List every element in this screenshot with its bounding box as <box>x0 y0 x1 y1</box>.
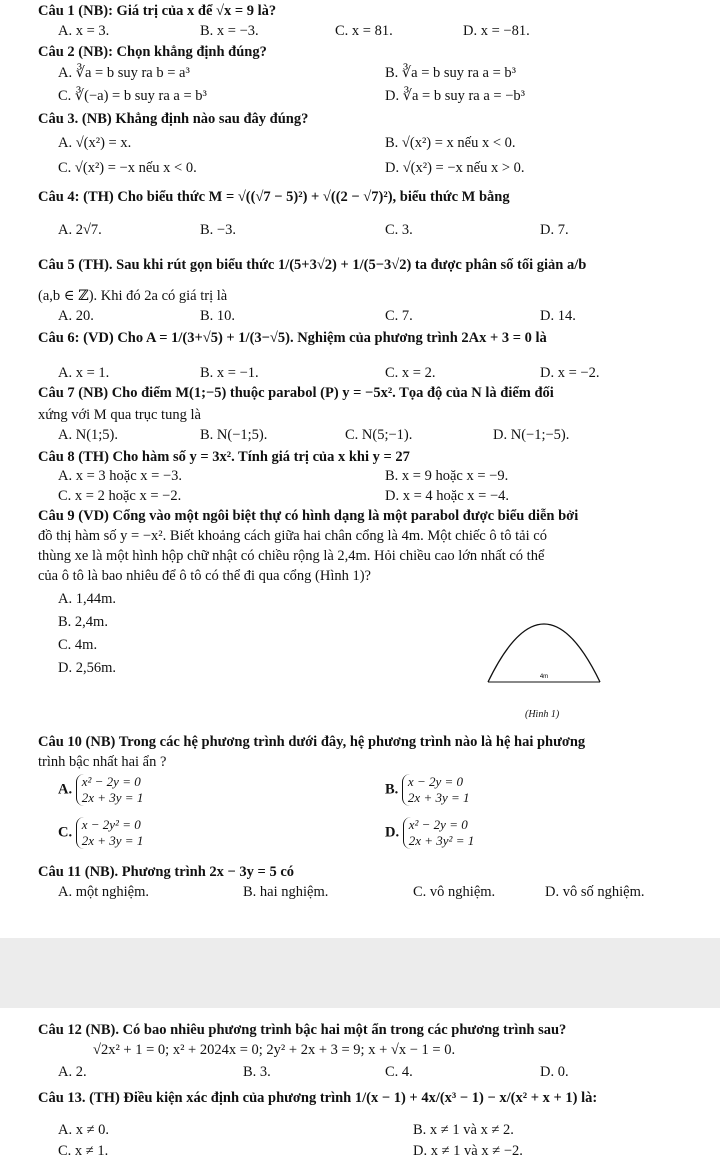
q10-a-eq2: 2x + 3y = 1 <box>81 790 144 805</box>
q6-stem: Câu 6: (VD) Cho A = 1/(3+√5) + 1/(3−√5). Nghiệm của phương trình 2Ax + 3 = 0 là <box>38 330 547 346</box>
q10-d-eq2: 2x + 3y² = 1 <box>408 833 475 848</box>
q11-option-a[interactable]: A. một nghiệm. <box>58 884 150 900</box>
q8-option-c[interactable]: C. x = 2 hoặc x = −2. <box>58 488 182 504</box>
q13-option-c[interactable]: C. x ≠ 1. <box>58 1143 109 1159</box>
q11-option-d[interactable]: D. vô số nghiệm. <box>545 884 645 900</box>
q1-option-d[interactable]: D. x = −81. <box>463 23 530 39</box>
q10-stem-line1: Câu 10 (NB) Trong các hệ phương trình dưới đây, hệ phương trình nào là hệ hai phương <box>38 734 586 750</box>
q8-option-b[interactable]: B. x = 9 hoặc x = −9. <box>385 468 509 484</box>
q10-b-eq1: x − 2y = 0 <box>407 774 464 789</box>
q9-stem-line3: thùng xe là một hình hộp chữ nhật có chiều rộng là 2,4m. Hỏi chiều cao lớn nhất có thể <box>38 548 545 564</box>
q7-stem-line1: Câu 7 (NB) Cho điểm M(1;−5) thuộc parabol (P) y = −5x². Tọa độ của N là điểm đối <box>38 385 554 401</box>
q9-stem-line1: Câu 9 (VD) Cổng vào một ngôi biệt thự có hình dạng là một parabol được biểu diễn bởi <box>38 508 579 524</box>
q12-option-a[interactable]: A. 2. <box>58 1064 87 1080</box>
q7-option-d[interactable]: D. N(−1;−5). <box>493 427 570 443</box>
q5-option-a[interactable]: A. 20. <box>58 308 94 324</box>
q10-option-c-label: C. <box>58 824 73 841</box>
q1-option-a[interactable]: A. x = 3. <box>58 23 110 39</box>
q1-option-c[interactable]: C. x = 81. <box>335 23 393 39</box>
parabola-gate-svg <box>484 584 604 688</box>
q10-b-eq2: 2x + 3y = 1 <box>407 790 470 805</box>
q6-option-b[interactable]: B. x = −1. <box>200 365 259 381</box>
q3-stem: Câu 3. (NB) Khẳng định nào sau đây đúng? <box>38 111 309 127</box>
page-break-gap <box>0 938 720 1008</box>
q10-option-c-system <box>76 817 144 849</box>
q13-stem: Câu 13. (TH) Điều kiện xác định của phương trình 1/(x − 1) + 4x/(x³ − 1) − x/(x² + x + 1) là: <box>38 1090 598 1106</box>
q7-option-b[interactable]: B. N(−1;5). <box>200 427 268 443</box>
q10-option-d-label: D. <box>385 824 400 841</box>
q10-option-b-label: B. <box>385 781 399 798</box>
q10-d-eq1: x² − 2y = 0 <box>408 817 468 832</box>
q12-option-c[interactable]: C. 4. <box>385 1064 413 1080</box>
q5-option-c[interactable]: C. 7. <box>385 308 413 324</box>
q9-option-c[interactable]: C. 4m. <box>58 637 98 653</box>
q2-stem: Câu 2 (NB): Chọn khẳng định đúng? <box>38 44 267 60</box>
q4-option-a[interactable]: A. 2√7. <box>58 222 102 238</box>
q1-option-b[interactable]: B. x = −3. <box>200 23 259 39</box>
q9-option-b[interactable]: B. 2,4m. <box>58 614 108 630</box>
q4-option-b[interactable]: B. −3. <box>200 222 236 238</box>
gate-width-label: 4m <box>539 674 549 680</box>
q3-option-d[interactable]: D. √(x²) = −x nếu x > 0. <box>385 160 525 176</box>
q12-option-b[interactable]: B. 3. <box>243 1064 271 1080</box>
q10-option-c[interactable] <box>58 817 143 849</box>
parabola-gate-figure <box>484 584 604 693</box>
q10-option-a[interactable] <box>58 774 143 806</box>
q5-stem-line1: Câu 5 (TH). Sau khi rút gọn biểu thức 1/(5+3√2) + 1/(5−3√2) ta được phân số tối giản a/b <box>38 257 587 273</box>
q6-option-c[interactable]: C. x = 2. <box>385 365 436 381</box>
q4-option-d[interactable]: D. 7. <box>540 222 569 238</box>
q4-stem: Câu 4: (TH) Cho biểu thức M = √((√7 − 5)²) + √((2 − √7)²), biểu thức M bằng <box>38 189 510 205</box>
q6-option-d[interactable]: D. x = −2. <box>540 365 600 381</box>
q10-option-b-system <box>402 774 470 806</box>
q11-option-c[interactable]: C. vô nghiệm. <box>413 884 496 900</box>
q9-stem-line2: đồ thị hàm số y = −x². Biết khoảng cách giữa hai chân cổng là 4m. Một chiếc ô tô tải có <box>38 528 547 544</box>
q8-stem: Câu 8 (TH) Cho hàm số y = 3x². Tính giá trị của x khi y = 27 <box>38 449 410 465</box>
q5-stem-line2: (a,b ∈ ℤ). Khi đó 2a có giá trị là <box>38 288 228 304</box>
q3-option-b[interactable]: B. √(x²) = x nếu x < 0. <box>385 135 516 151</box>
q1-stem: Câu 1 (NB): Giá trị của x để √x = 9 là? <box>38 3 277 19</box>
q10-option-d-system <box>403 817 474 849</box>
q12-equations: √2x² + 1 = 0; x² + 2024x = 0; 2y² + 2x + 3 = 9; x + √x − 1 = 0. <box>93 1042 456 1058</box>
q13-option-d[interactable]: D. x ≠ 1 và x ≠ −2. <box>413 1143 523 1159</box>
q2-option-a[interactable]: A. ∛a = b suy ra b = a³ <box>58 65 190 81</box>
q5-option-b[interactable]: B. 10. <box>200 308 236 324</box>
q7-option-a[interactable]: A. N(1;5). <box>58 427 119 443</box>
q12-stem: Câu 12 (NB). Có bao nhiêu phương trình bậc hai một ẩn trong các phương trình sau? <box>38 1022 567 1038</box>
q10-option-a-label: A. <box>58 781 73 798</box>
q3-option-a[interactable]: A. √(x²) = x. <box>58 135 132 151</box>
q11-option-b[interactable]: B. hai nghiệm. <box>243 884 329 900</box>
q13-option-a[interactable]: A. x ≠ 0. <box>58 1122 110 1138</box>
q10-c-eq2: 2x + 3y = 1 <box>81 833 144 848</box>
q13-option-b[interactable]: B. x ≠ 1 và x ≠ 2. <box>413 1122 514 1138</box>
q10-option-b[interactable] <box>385 774 470 806</box>
q7-option-c[interactable]: C. N(5;−1). <box>345 427 413 443</box>
q11-stem: Câu 11 (NB). Phương trình 2x − 3y = 5 có <box>38 864 295 880</box>
q9-option-d[interactable]: D. 2,56m. <box>58 660 116 676</box>
q8-option-d[interactable]: D. x = 4 hoặc x = −4. <box>385 488 510 504</box>
q2-option-d[interactable]: D. ∛a = b suy ra a = −b³ <box>385 88 525 104</box>
q2-option-b[interactable]: B. ∛a = b suy ra a = b³ <box>385 65 517 81</box>
q7-stem-line2: xứng với M qua trục tung là <box>38 407 201 423</box>
q10-a-eq1: x² − 2y = 0 <box>81 774 141 789</box>
q2-option-c[interactable]: C. ∛(−a) = b suy ra a = b³ <box>58 88 207 104</box>
q4-option-c[interactable]: C. 3. <box>385 222 413 238</box>
q3-option-c[interactable]: C. √(x²) = −x nếu x < 0. <box>58 160 197 176</box>
q12-option-d[interactable]: D. 0. <box>540 1064 569 1080</box>
q9-option-a[interactable]: A. 1,44m. <box>58 591 116 607</box>
q10-stem-line2: trình bậc nhất hai ẩn ? <box>38 754 167 770</box>
q8-option-a[interactable]: A. x = 3 hoặc x = −3. <box>58 468 183 484</box>
q10-option-a-system <box>76 774 144 806</box>
q9-stem-line4: của ô tô là bao nhiêu để ô tô có thể đi qua cổng (Hình 1)? <box>38 568 371 584</box>
q10-option-d[interactable] <box>385 817 474 849</box>
q10-c-eq1: x − 2y² = 0 <box>81 817 141 832</box>
q5-option-d[interactable]: D. 14. <box>540 308 576 324</box>
q6-option-a[interactable]: A. x = 1. <box>58 365 110 381</box>
figure-caption: (Hình 1) <box>525 709 560 720</box>
